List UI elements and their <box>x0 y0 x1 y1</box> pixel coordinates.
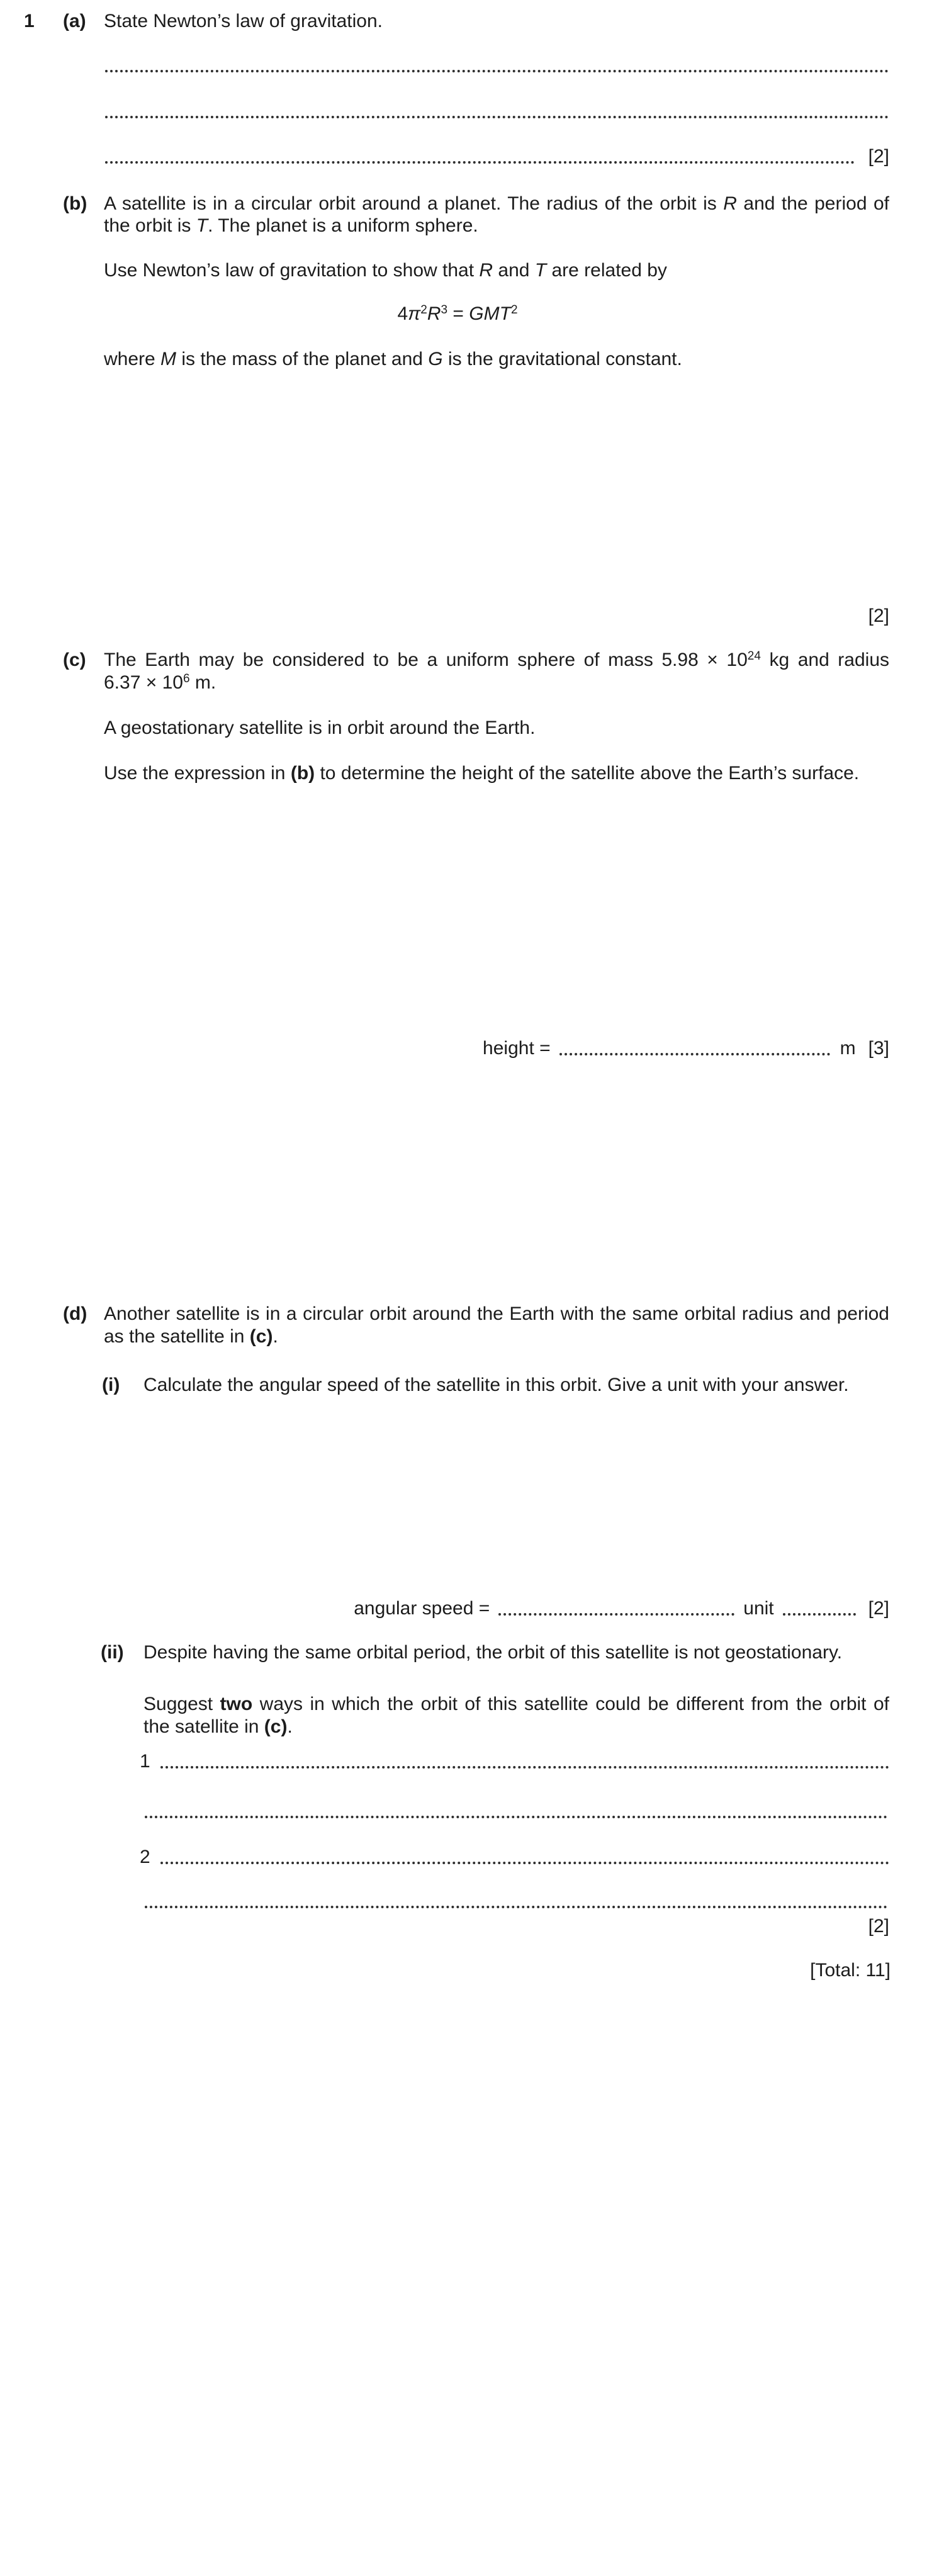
answer-dotted-line <box>160 1750 889 1769</box>
part-c-label: (c) <box>63 650 86 670</box>
part-b-where-line: where M is the mass of the planet and G is the gravitational constant. <box>104 349 682 369</box>
reference-part-b: (b) <box>290 763 315 784</box>
item-2-number: 2 <box>140 1847 150 1867</box>
part-d-ii-label: (ii) <box>101 1642 124 1663</box>
part-a-prompt: State Newton’s law of gravitation. <box>104 11 383 31</box>
exponent-24: 24 <box>747 650 761 663</box>
equation: $4\pi^2R^3 = GMT^2$ <box>397 303 518 324</box>
marks-part-d-i: [2] <box>868 1598 889 1619</box>
answer-dotted-line <box>559 1037 830 1055</box>
variable-G: G <box>428 349 443 369</box>
angular-speed-answer-label: angular speed = <box>354 1598 490 1619</box>
answer-dotted-line <box>145 1816 887 1818</box>
reference-part-c: (c) <box>249 1326 273 1347</box>
angular-speed-answer-row <box>104 1597 889 1620</box>
marks-part-b: [2] <box>868 605 889 626</box>
part-d-ii-suggest-line1: Suggest two ways in which the orbit of this satellite could be different from the orbit of <box>143 1694 889 1714</box>
item-1-number: 1 <box>140 1751 150 1772</box>
unit-dotted-line <box>783 1597 856 1616</box>
part-a-label: (a) <box>63 11 86 31</box>
variable-T: T <box>534 260 547 281</box>
answer-dotted-line <box>145 1906 887 1908</box>
answer-item-1-row <box>140 1750 889 1773</box>
height-answer-label: height = <box>483 1038 551 1059</box>
answer-dotted-line <box>105 145 855 164</box>
part-d-ii-text-line1: Despite having the same orbital period, the orbit of this satellite is not geostationary. <box>143 1642 843 1663</box>
part-d-i-prompt: Calculate the angular speed of the satellite in this orbit. Give a unit with your answer. <box>143 1375 849 1395</box>
variable-R: R <box>479 260 493 281</box>
marks-part-c: [3] <box>868 1038 889 1059</box>
exponent-6: 6 <box>183 672 190 685</box>
answer-line-with-marks <box>105 145 889 168</box>
variable-R: R <box>723 193 737 214</box>
part-c-use-expression-line: Use the expression in (b) to determine the height of the satellite above the Earth’s surface. <box>104 763 860 784</box>
marks-part-d-ii: [2] <box>868 1916 889 1937</box>
variables-GMT: GMT <box>469 303 511 324</box>
unit-label: unit <box>743 1598 774 1619</box>
variable-R: R <box>427 303 441 324</box>
part-c-text-line2: $6.37 \times 10^6$ m. <box>104 672 216 693</box>
answer-item-2-row <box>140 1846 889 1869</box>
part-b-text-line2: the orbit is T. The planet is a uniform sphere. <box>104 215 478 236</box>
part-d-ii-suggest-line2: the satellite in (c). <box>143 1716 293 1737</box>
reference-part-c: (c) <box>264 1716 288 1737</box>
pi-symbol: π <box>408 303 421 324</box>
question-number: 1 <box>24 11 35 31</box>
answer-dotted-line <box>105 70 889 72</box>
variable-T: T <box>196 215 208 236</box>
part-c-geostationary-line: A geostationary satellite is in orbit around the Earth. <box>104 717 536 738</box>
answer-dotted-line <box>105 116 889 118</box>
height-answer-row <box>104 1037 889 1060</box>
exponent: 2 <box>510 303 518 317</box>
part-d-label: (d) <box>63 1303 87 1324</box>
part-b-text-line1: A satellite is in a circular orbit around a planet. The radius of the orbit is R and the period of <box>104 193 890 214</box>
part-d-i-label: (i) <box>102 1375 120 1395</box>
part-d-text-line2: as the satellite in (c). <box>104 1326 278 1347</box>
unit-m: m <box>840 1038 856 1059</box>
part-c-text-line1: The Earth may be considered to be a uniform sphere of mass $5.98 \times 10^{24}$ kg and radius <box>104 650 890 670</box>
part-d-text-line1: Another satellite is in a circular orbit around the Earth with the same orbital radius and period <box>104 1303 889 1324</box>
part-b-use-line: Use Newton’s law of gravitation to show that R and T are related by <box>104 260 667 281</box>
exponent: 3 <box>441 303 448 317</box>
marks-part-a: [2] <box>868 146 889 167</box>
emphasis-two: two <box>220 1694 253 1714</box>
exponent: 2 <box>420 303 427 317</box>
question-total-marks: [Total: 11] <box>810 1960 891 1981</box>
answer-dotted-line <box>160 1846 889 1864</box>
part-b-label: (b) <box>63 193 87 214</box>
variable-M: M <box>160 349 177 369</box>
answer-dotted-line <box>498 1597 734 1616</box>
